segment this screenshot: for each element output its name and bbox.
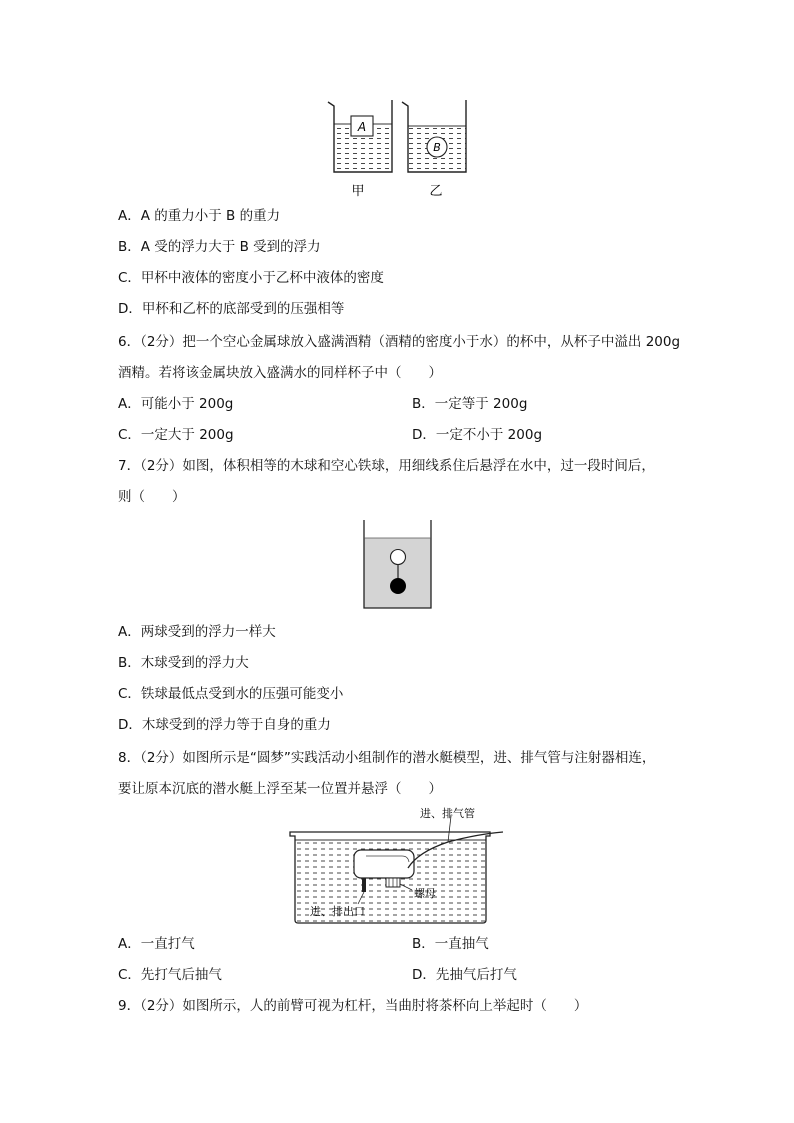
- q6-stem-line1: 6．（2分）把一个空心金属球放入盛满酒精（酒精的密度小于水）的杯中，从杯子中溢出 200g: [118, 334, 681, 350]
- beakers-figure: [320, 96, 480, 206]
- q6-option-d: D．一定不小于 200g: [412, 427, 543, 443]
- q7-stem-line1: 7．（2分）如图，体积相等的木球和空心铁球，用细线系住后悬浮在水中，过一段时间后，: [118, 458, 655, 474]
- beakers-diagram: [320, 96, 480, 206]
- label-outlet: 进、排出口: [310, 905, 365, 918]
- submarine-model-diagram: [288, 804, 510, 928]
- ball-b-label: B: [433, 141, 441, 154]
- q6-stem-line2: 酒精。若将该金属块放入盛满水的同样杯子中（ ）: [118, 365, 442, 381]
- label-nut: 螺母: [414, 887, 436, 900]
- block-a-label: A: [357, 120, 367, 134]
- q7-option-c: C．铁球最低点受到水的压强可能变小: [118, 686, 344, 702]
- beaker-jia: [328, 100, 392, 172]
- q8-option-d: D．先抽气后打气: [412, 967, 517, 983]
- wood-ball: [391, 550, 406, 565]
- submarine-body: [354, 850, 414, 878]
- q9-stem-line1: 9．（2分）如图所示，人的前臂可视为杠杆，当曲肘将茶杯向上举起时（ ）: [118, 998, 588, 1014]
- outlet-tube: [362, 878, 366, 892]
- balls-figure: [360, 518, 436, 612]
- beaker-yi: [402, 100, 466, 172]
- q7-option-d: D．木球受到的浮力等于自身的重力: [118, 717, 331, 733]
- q8-stem-line1: 8．（2分）如图所示是“圆梦”实践活动小组制作的潜水艇模型，进、排气管与注射器相连，: [118, 750, 656, 766]
- q8-option-c: C．先打气后抽气: [118, 967, 222, 983]
- q8-stem-line2: 要让原本沉底的潜水艇上浮至某一位置并悬浮（ ）: [118, 781, 442, 797]
- label-pipe: 进、排气管: [420, 807, 475, 820]
- q7-option-b: B．木球受到的浮力大: [118, 655, 249, 671]
- q6-option-c: C．一定大于 200g: [118, 427, 234, 443]
- q5-option-c: C．甲杯中液体的密度小于乙杯中液体的密度: [118, 270, 384, 286]
- caption-yi: 乙: [429, 184, 443, 199]
- q5-option-b: B．A 受的浮力大于 B 受到的浮力: [118, 239, 321, 255]
- q6-option-b: B．一定等于 200g: [412, 396, 528, 412]
- q7-stem-line2: 则（ ）: [118, 489, 186, 505]
- iron-ball: [390, 578, 406, 594]
- q7-option-a: A．两球受到的浮力一样大: [118, 624, 276, 640]
- q8-option-b: B．一直抽气: [412, 936, 489, 952]
- q8-option-a: A．一直打气: [118, 936, 195, 952]
- q5-option-a: A．A 的重力小于 B 的重力: [118, 208, 281, 224]
- submarine-figure: [288, 804, 510, 928]
- q5-option-d: D．甲杯和乙杯的底部受到的压强相等: [118, 301, 345, 317]
- caption-jia: 甲: [351, 184, 365, 199]
- q6-option-a: A．可能小于 200g: [118, 396, 234, 412]
- balls-in-water-diagram: [360, 518, 436, 612]
